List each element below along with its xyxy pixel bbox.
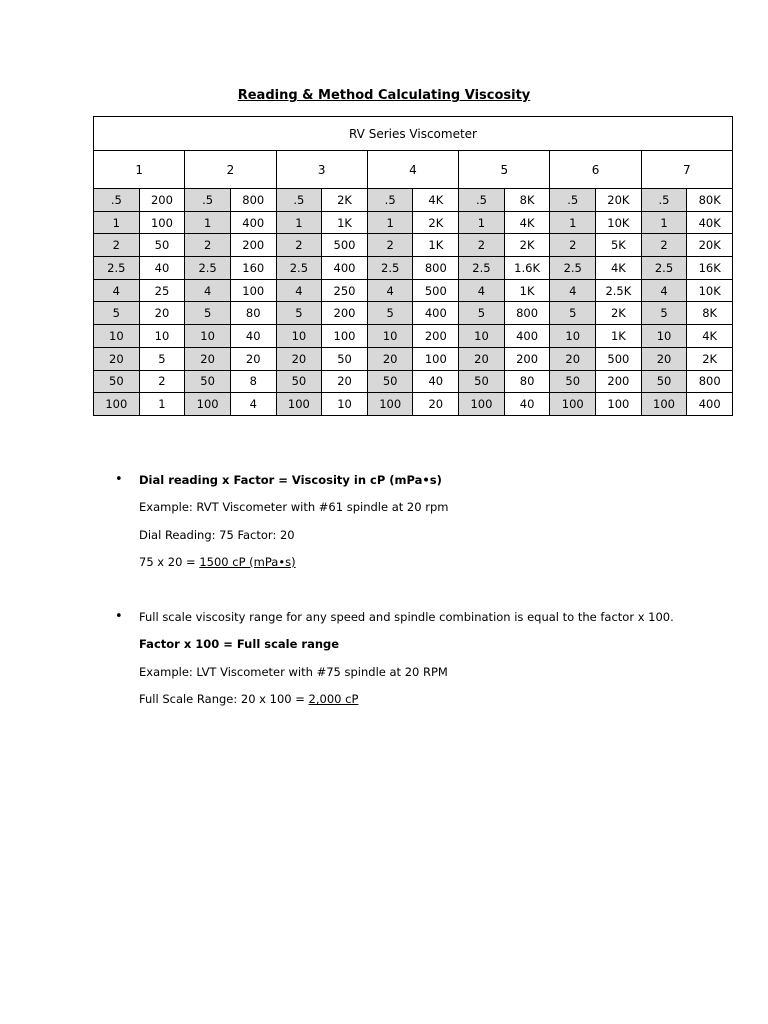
factor-cell: 2K [413, 211, 459, 234]
factor-cell: 80 [504, 370, 550, 393]
rpm-cell: 1 [367, 211, 413, 234]
factor-cell: 160 [230, 257, 276, 280]
calculation-line [139, 555, 296, 569]
rpm-cell: 1 [185, 211, 231, 234]
table-row [94, 393, 733, 416]
spindle-header-row [94, 151, 733, 189]
example-text: Example: RVT Viscometer with #61 spindle at 20 rpm [139, 500, 449, 514]
rpm-cell: .5 [276, 189, 322, 212]
full-scale-intro: Full scale viscosity range for any speed and spindle combination is equal to the factor x 100. [139, 610, 674, 624]
spindle-header: 3 [276, 151, 367, 189]
factor-cell: 200 [139, 189, 185, 212]
calculation-prefix: Full Scale Range: 20 x 100 = [139, 692, 309, 706]
factor-cell: 1K [596, 325, 642, 348]
rpm-cell: 4 [276, 279, 322, 302]
rpm-cell: 1 [459, 211, 505, 234]
rpm-cell: .5 [641, 189, 687, 212]
factor-cell: 500 [596, 347, 642, 370]
table-row [94, 370, 733, 393]
rpm-cell: 20 [185, 347, 231, 370]
rpm-cell: 10 [641, 325, 687, 348]
factor-cell: 40K [687, 211, 733, 234]
factor-cell: 1 [139, 393, 185, 416]
table-row [94, 257, 733, 280]
rpm-cell: 2.5 [185, 257, 231, 280]
factor-cell: 5K [596, 234, 642, 257]
rpm-cell: 4 [185, 279, 231, 302]
rpm-cell: 2.5 [367, 257, 413, 280]
factor-cell: 40 [413, 370, 459, 393]
rpm-cell: 5 [276, 302, 322, 325]
rpm-cell: 2 [94, 234, 140, 257]
factor-cell: 10K [687, 279, 733, 302]
rpm-cell: 2.5 [276, 257, 322, 280]
rpm-cell: 10 [550, 325, 596, 348]
table-row [94, 189, 733, 212]
rpm-cell: 20 [276, 347, 322, 370]
rpm-cell: 20 [459, 347, 505, 370]
factor-cell: 200 [322, 302, 368, 325]
rpm-cell: 20 [94, 347, 140, 370]
rpm-cell: 100 [641, 393, 687, 416]
table-row [94, 325, 733, 348]
table-row [94, 279, 733, 302]
factor-cell: 100 [596, 393, 642, 416]
rpm-cell: 50 [276, 370, 322, 393]
rpm-cell: 2.5 [94, 257, 140, 280]
factor-cell: 400 [413, 302, 459, 325]
rpm-cell: 50 [459, 370, 505, 393]
factor-cell: 4K [596, 257, 642, 280]
factor-cell: 200 [504, 347, 550, 370]
table-row [94, 302, 733, 325]
factor-cell: 400 [504, 325, 550, 348]
spindle-header: 7 [641, 151, 732, 189]
factor-cell: 4 [230, 393, 276, 416]
factor-cell: 400 [687, 393, 733, 416]
table-row [94, 234, 733, 257]
rpm-cell: 1 [550, 211, 596, 234]
factor-cell: 100 [322, 325, 368, 348]
factor-cell: 200 [230, 234, 276, 257]
factor-cell: 800 [413, 257, 459, 280]
bullet-icon: • [115, 472, 123, 487]
rpm-cell: 50 [550, 370, 596, 393]
rpm-cell: 2.5 [459, 257, 505, 280]
factor-cell: 100 [230, 279, 276, 302]
factor-cell: 200 [413, 325, 459, 348]
rpm-cell: 50 [641, 370, 687, 393]
factor-cell: 4K [687, 325, 733, 348]
table-body [94, 189, 733, 416]
factor-cell: 2K [504, 234, 550, 257]
rpm-cell: 50 [367, 370, 413, 393]
factor-cell: 4K [413, 189, 459, 212]
factor-cell: 40 [230, 325, 276, 348]
table-caption: RV Series Viscometer [94, 117, 733, 151]
calculation-result: 2,000 cP [308, 692, 359, 706]
page-title: Reading & Method Calculating Viscosity [237, 88, 531, 103]
calculation-prefix: 75 x 20 = [139, 555, 200, 569]
formula-heading: Dial reading x Factor = Viscosity in cP (mPa•s) [139, 473, 442, 487]
dial-reading-text: Dial Reading: 75 Factor: 20 [139, 528, 295, 542]
rpm-cell: 2 [641, 234, 687, 257]
full-scale-calculation [139, 692, 358, 706]
rpm-cell: 4 [459, 279, 505, 302]
factor-cell: 20 [413, 393, 459, 416]
rpm-cell: 2 [276, 234, 322, 257]
factor-cell: 40 [139, 257, 185, 280]
factor-cell: 1K [322, 211, 368, 234]
factor-cell: 2K [322, 189, 368, 212]
factor-cell: 1K [413, 234, 459, 257]
rpm-cell: 100 [276, 393, 322, 416]
spindle-header: 1 [94, 151, 185, 189]
rpm-cell: 10 [367, 325, 413, 348]
factor-cell: 500 [322, 234, 368, 257]
factor-cell: 10 [139, 325, 185, 348]
rpm-cell: 10 [185, 325, 231, 348]
rpm-cell: 50 [185, 370, 231, 393]
factor-cell: 8K [504, 189, 550, 212]
factor-cell: 20 [322, 370, 368, 393]
factor-cell: 20K [687, 234, 733, 257]
example-text: Example: LVT Viscometer with #75 spindle at 20 RPM [139, 665, 448, 679]
rpm-cell: 100 [94, 393, 140, 416]
rpm-cell: 20 [641, 347, 687, 370]
factor-cell: 2K [596, 302, 642, 325]
rpm-cell: 5 [550, 302, 596, 325]
rpm-cell: .5 [367, 189, 413, 212]
factor-cell: 100 [413, 347, 459, 370]
rpm-cell: .5 [94, 189, 140, 212]
rpm-cell: 100 [459, 393, 505, 416]
rpm-cell: .5 [185, 189, 231, 212]
spindle-header: 5 [459, 151, 550, 189]
factor-cell: 1.6K [504, 257, 550, 280]
rpm-cell: 100 [185, 393, 231, 416]
factor-cell: 100 [139, 211, 185, 234]
factor-cell: 25 [139, 279, 185, 302]
factor-cell: 50 [139, 234, 185, 257]
factor-cell: 50 [322, 347, 368, 370]
factor-cell: 2.5K [596, 279, 642, 302]
rpm-cell: 50 [94, 370, 140, 393]
bullet-icon: • [115, 609, 123, 624]
factor-cell: 200 [596, 370, 642, 393]
rpm-cell: 1 [94, 211, 140, 234]
spindle-header: 6 [550, 151, 641, 189]
factor-cell: 8 [230, 370, 276, 393]
rpm-cell: 5 [641, 302, 687, 325]
factor-cell: 800 [687, 370, 733, 393]
factor-cell: 800 [230, 189, 276, 212]
rpm-cell: 5 [185, 302, 231, 325]
factor-cell: 1K [504, 279, 550, 302]
factor-cell: 10K [596, 211, 642, 234]
rpm-cell: .5 [550, 189, 596, 212]
rpm-cell: 2 [550, 234, 596, 257]
rpm-cell: 5 [367, 302, 413, 325]
rpm-cell: 2.5 [550, 257, 596, 280]
rpm-cell: 4 [94, 279, 140, 302]
full-scale-formula: Factor x 100 = Full scale range [139, 637, 340, 651]
rpm-cell: 100 [367, 393, 413, 416]
rpm-cell: 4 [550, 279, 596, 302]
rpm-cell: 4 [367, 279, 413, 302]
calculation-result: 1500 cP (mPa•s) [199, 555, 296, 569]
factor-cell: 500 [413, 279, 459, 302]
rpm-cell: 1 [276, 211, 322, 234]
factor-cell: 16K [687, 257, 733, 280]
factor-cell: 40 [504, 393, 550, 416]
rpm-cell: 100 [550, 393, 596, 416]
rpm-cell: 1 [641, 211, 687, 234]
factor-cell: 400 [230, 211, 276, 234]
factor-cell: 2 [139, 370, 185, 393]
rpm-cell: 2.5 [641, 257, 687, 280]
factor-cell: 8K [687, 302, 733, 325]
rpm-cell: 5 [94, 302, 140, 325]
rpm-cell: 20 [367, 347, 413, 370]
spindle-header: 2 [185, 151, 276, 189]
rpm-cell: 20 [550, 347, 596, 370]
factor-cell: 20 [139, 302, 185, 325]
factor-cell: 80K [687, 189, 733, 212]
rpm-cell: 4 [641, 279, 687, 302]
rpm-cell: 2 [459, 234, 505, 257]
rpm-cell: 2 [367, 234, 413, 257]
factor-cell: 20 [230, 347, 276, 370]
factor-cell: 800 [504, 302, 550, 325]
rpm-cell: 10 [276, 325, 322, 348]
factor-cell: 400 [322, 257, 368, 280]
factor-cell: 80 [230, 302, 276, 325]
rpm-cell: 10 [459, 325, 505, 348]
factor-cell: 5 [139, 347, 185, 370]
rpm-cell: 5 [459, 302, 505, 325]
factor-cell: 250 [322, 279, 368, 302]
factor-cell: 20K [596, 189, 642, 212]
factor-cell: 4K [504, 211, 550, 234]
rpm-cell: 2 [185, 234, 231, 257]
spindle-header: 4 [367, 151, 458, 189]
table-row [94, 211, 733, 234]
table-row [94, 347, 733, 370]
viscosity-table [93, 116, 733, 416]
factor-cell: 10 [322, 393, 368, 416]
rpm-cell: .5 [459, 189, 505, 212]
factor-cell: 2K [687, 347, 733, 370]
rpm-cell: 10 [94, 325, 140, 348]
